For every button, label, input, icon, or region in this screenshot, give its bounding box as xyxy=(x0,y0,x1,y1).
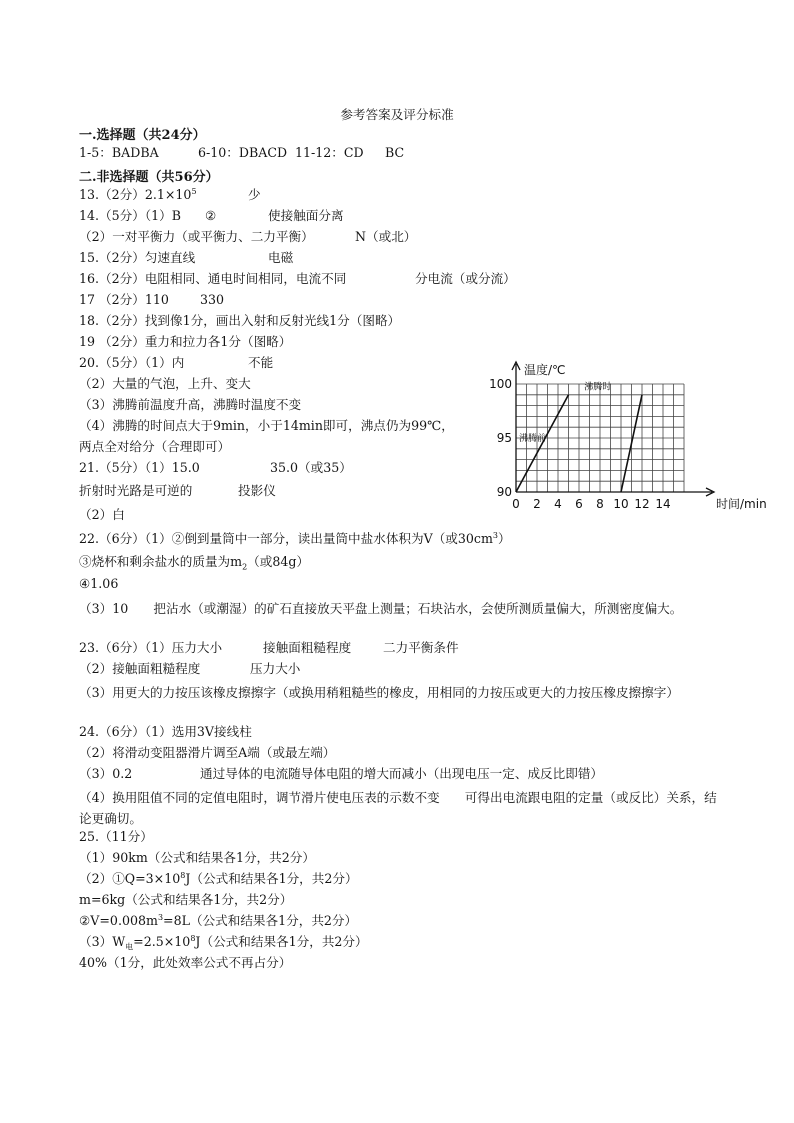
answer-25-6: 40%（1分，此处效率公式不再占分） xyxy=(79,955,292,970)
answer-25-2: $(2)①Q=3\times 10^8J$（公式和结果各1分，共2分） xyxy=(79,870,358,886)
answer-23c: 二力平衡条件 xyxy=(383,640,459,655)
answer-24: 24.（6分）（1）选用3V接线柱 xyxy=(79,724,252,739)
answer-14-circle: ② xyxy=(205,208,217,223)
answer-22-4: （3）10 把沾水（或潮湿）的矿石直接放天平盘上测量；石块沾水，会使所测质量偏大，所测密度偏大。 xyxy=(79,601,683,616)
answer-14-2: （2）一对平衡力（或平衡力、二力平衡） xyxy=(79,229,314,244)
answer-15: 15.（2分）匀速直线 xyxy=(79,250,196,265)
y-tick-label: 95 xyxy=(496,431,512,445)
answer-20-2: （2）大量的气泡，上升、变大 xyxy=(79,376,251,391)
answer-24-3: （3）0.2 xyxy=(79,766,133,781)
answer-16: 16.（2分）电阻相同、通电时间相同，电流不同 xyxy=(79,271,347,286)
answer-1-5: 1-5：BADBA xyxy=(79,145,159,160)
answer-17b: 330 xyxy=(200,292,225,307)
y-tick-label: 100 xyxy=(489,377,512,391)
boiling-graph xyxy=(486,358,767,520)
answer-20-3: （3）沸腾前温度升高，沸腾时温度不变 xyxy=(79,397,302,412)
answer-20: 20.（5分）（1）内 xyxy=(79,355,185,370)
y-tick-label: 90 xyxy=(496,485,512,499)
answer-22-3: ④1.06 xyxy=(79,576,119,591)
x-tick-label: 10 xyxy=(613,497,629,511)
answer-23-2: （2）接触面粗糙程度 xyxy=(79,661,201,676)
page-title: 参考答案及评分标准 xyxy=(340,107,454,122)
answer-21-2: 折射时光路是可逆的 xyxy=(79,483,193,498)
answer-23-2b: 压力大小 xyxy=(250,661,301,676)
answer-24-4: （4）换用阻值不同的定值电阻时，调节滑片使电压表的示数不变 可得出电流跟电阻的定量（或反比）关系，结论更确切。 xyxy=(79,790,717,826)
x-tick-label: 14 xyxy=(655,497,671,511)
answer-14-part3: 使接触面分离 xyxy=(268,208,344,223)
answer-24-3b: 通过导体的电流随导体电阻的增大而减小（出现电压一定、成反比即错） xyxy=(200,766,603,781)
answer-23-3: （3）用更大的力按压该橡皮擦擦字（或换用稍粗糙些的橡皮，用相同的力按压或更大的力按压橡皮擦擦字） xyxy=(79,685,679,700)
answer-25: 25.（11分） xyxy=(79,829,153,844)
answer-14: 14.（5分）（1）B xyxy=(79,208,181,223)
answer-21: 21.（5分）（1）15.0 xyxy=(79,460,200,475)
answer-22-2: ③烧杯和剩余盐水的质量为$m_2$（或84g） xyxy=(79,554,310,572)
x-tick-label: 6 xyxy=(575,497,583,511)
x-axis-label: 时间/min xyxy=(716,497,767,511)
answer-13-part2: 少 xyxy=(248,187,261,202)
answer-15b: 电磁 xyxy=(268,250,294,265)
x-tick-label: 4 xyxy=(554,497,562,511)
section-heading-nonchoice: 二.非选择题（共56分） xyxy=(79,170,219,185)
answer-16b: 分电流（或分流） xyxy=(415,271,516,286)
answer-20-5: 两点全对给分（合理即可） xyxy=(79,439,231,454)
answer-23: 23.（6分）（1）压力大小 xyxy=(79,640,223,655)
answer-25-1: （1）90km（公式和结果各1分，共2分） xyxy=(79,850,315,865)
answer-20-4: （4）沸腾的时间点大于9min，小于14min即可，沸点仍为99℃， xyxy=(79,418,454,433)
answer-25-3: m=6kg（公式和结果各1分，共2分） xyxy=(79,892,293,907)
answer-21-3: （2）白 xyxy=(79,507,125,522)
series-label: 沸腾前 xyxy=(519,434,547,444)
y-axis-label: 温度/℃ xyxy=(524,363,566,377)
section-heading-choice: 一.选择题（共24分） xyxy=(79,128,206,143)
x-tick-label: 12 xyxy=(634,497,650,511)
answer-6-10: 6-10：DBACD xyxy=(198,145,288,160)
answer-20b: 不能 xyxy=(248,355,274,370)
x-tick-label: 2 xyxy=(533,497,541,511)
x-tick-label: 8 xyxy=(596,497,604,511)
answer-24-2: （2）将滑动变阻器滑片调至A端（或最左端） xyxy=(79,745,336,760)
answer-22: 22.（6分）（1）②倒到量筒中一部分，读出量筒中盐水体积为V（或$30cm^3$） xyxy=(79,530,511,546)
answer-11-12: 11-12：CD xyxy=(295,145,364,160)
series-label: 沸腾时 xyxy=(584,382,612,393)
answer-19: 19 （2分）重力和拉力各1分（图略） xyxy=(79,334,292,349)
answer-21b: 35.0（或35） xyxy=(270,460,352,475)
x-tick-label: 0 xyxy=(512,497,520,511)
answer-18: 18.（2分）找到像1分，画出入射和反射光线1分（图略） xyxy=(79,313,401,328)
answer-23b: 接触面粗糙程度 xyxy=(263,640,352,655)
answer-21-2b: 投影仪 xyxy=(238,483,276,498)
answer-11-12-alt: BC xyxy=(385,145,405,160)
answer-25-5: $(3)W_电=2.5\times 10^8J$（公式和结果各1分，共2分） xyxy=(79,933,368,952)
answer-25-4: $②V=0.008m^3=8L$（公式和结果各1分，共2分） xyxy=(79,912,358,928)
answer-14-2b: N（或北） xyxy=(355,229,417,244)
answer-17: 17 （2分）110 xyxy=(79,292,169,307)
answer-13: 13.（2分）$2.1\times 10^5$ xyxy=(79,186,197,202)
